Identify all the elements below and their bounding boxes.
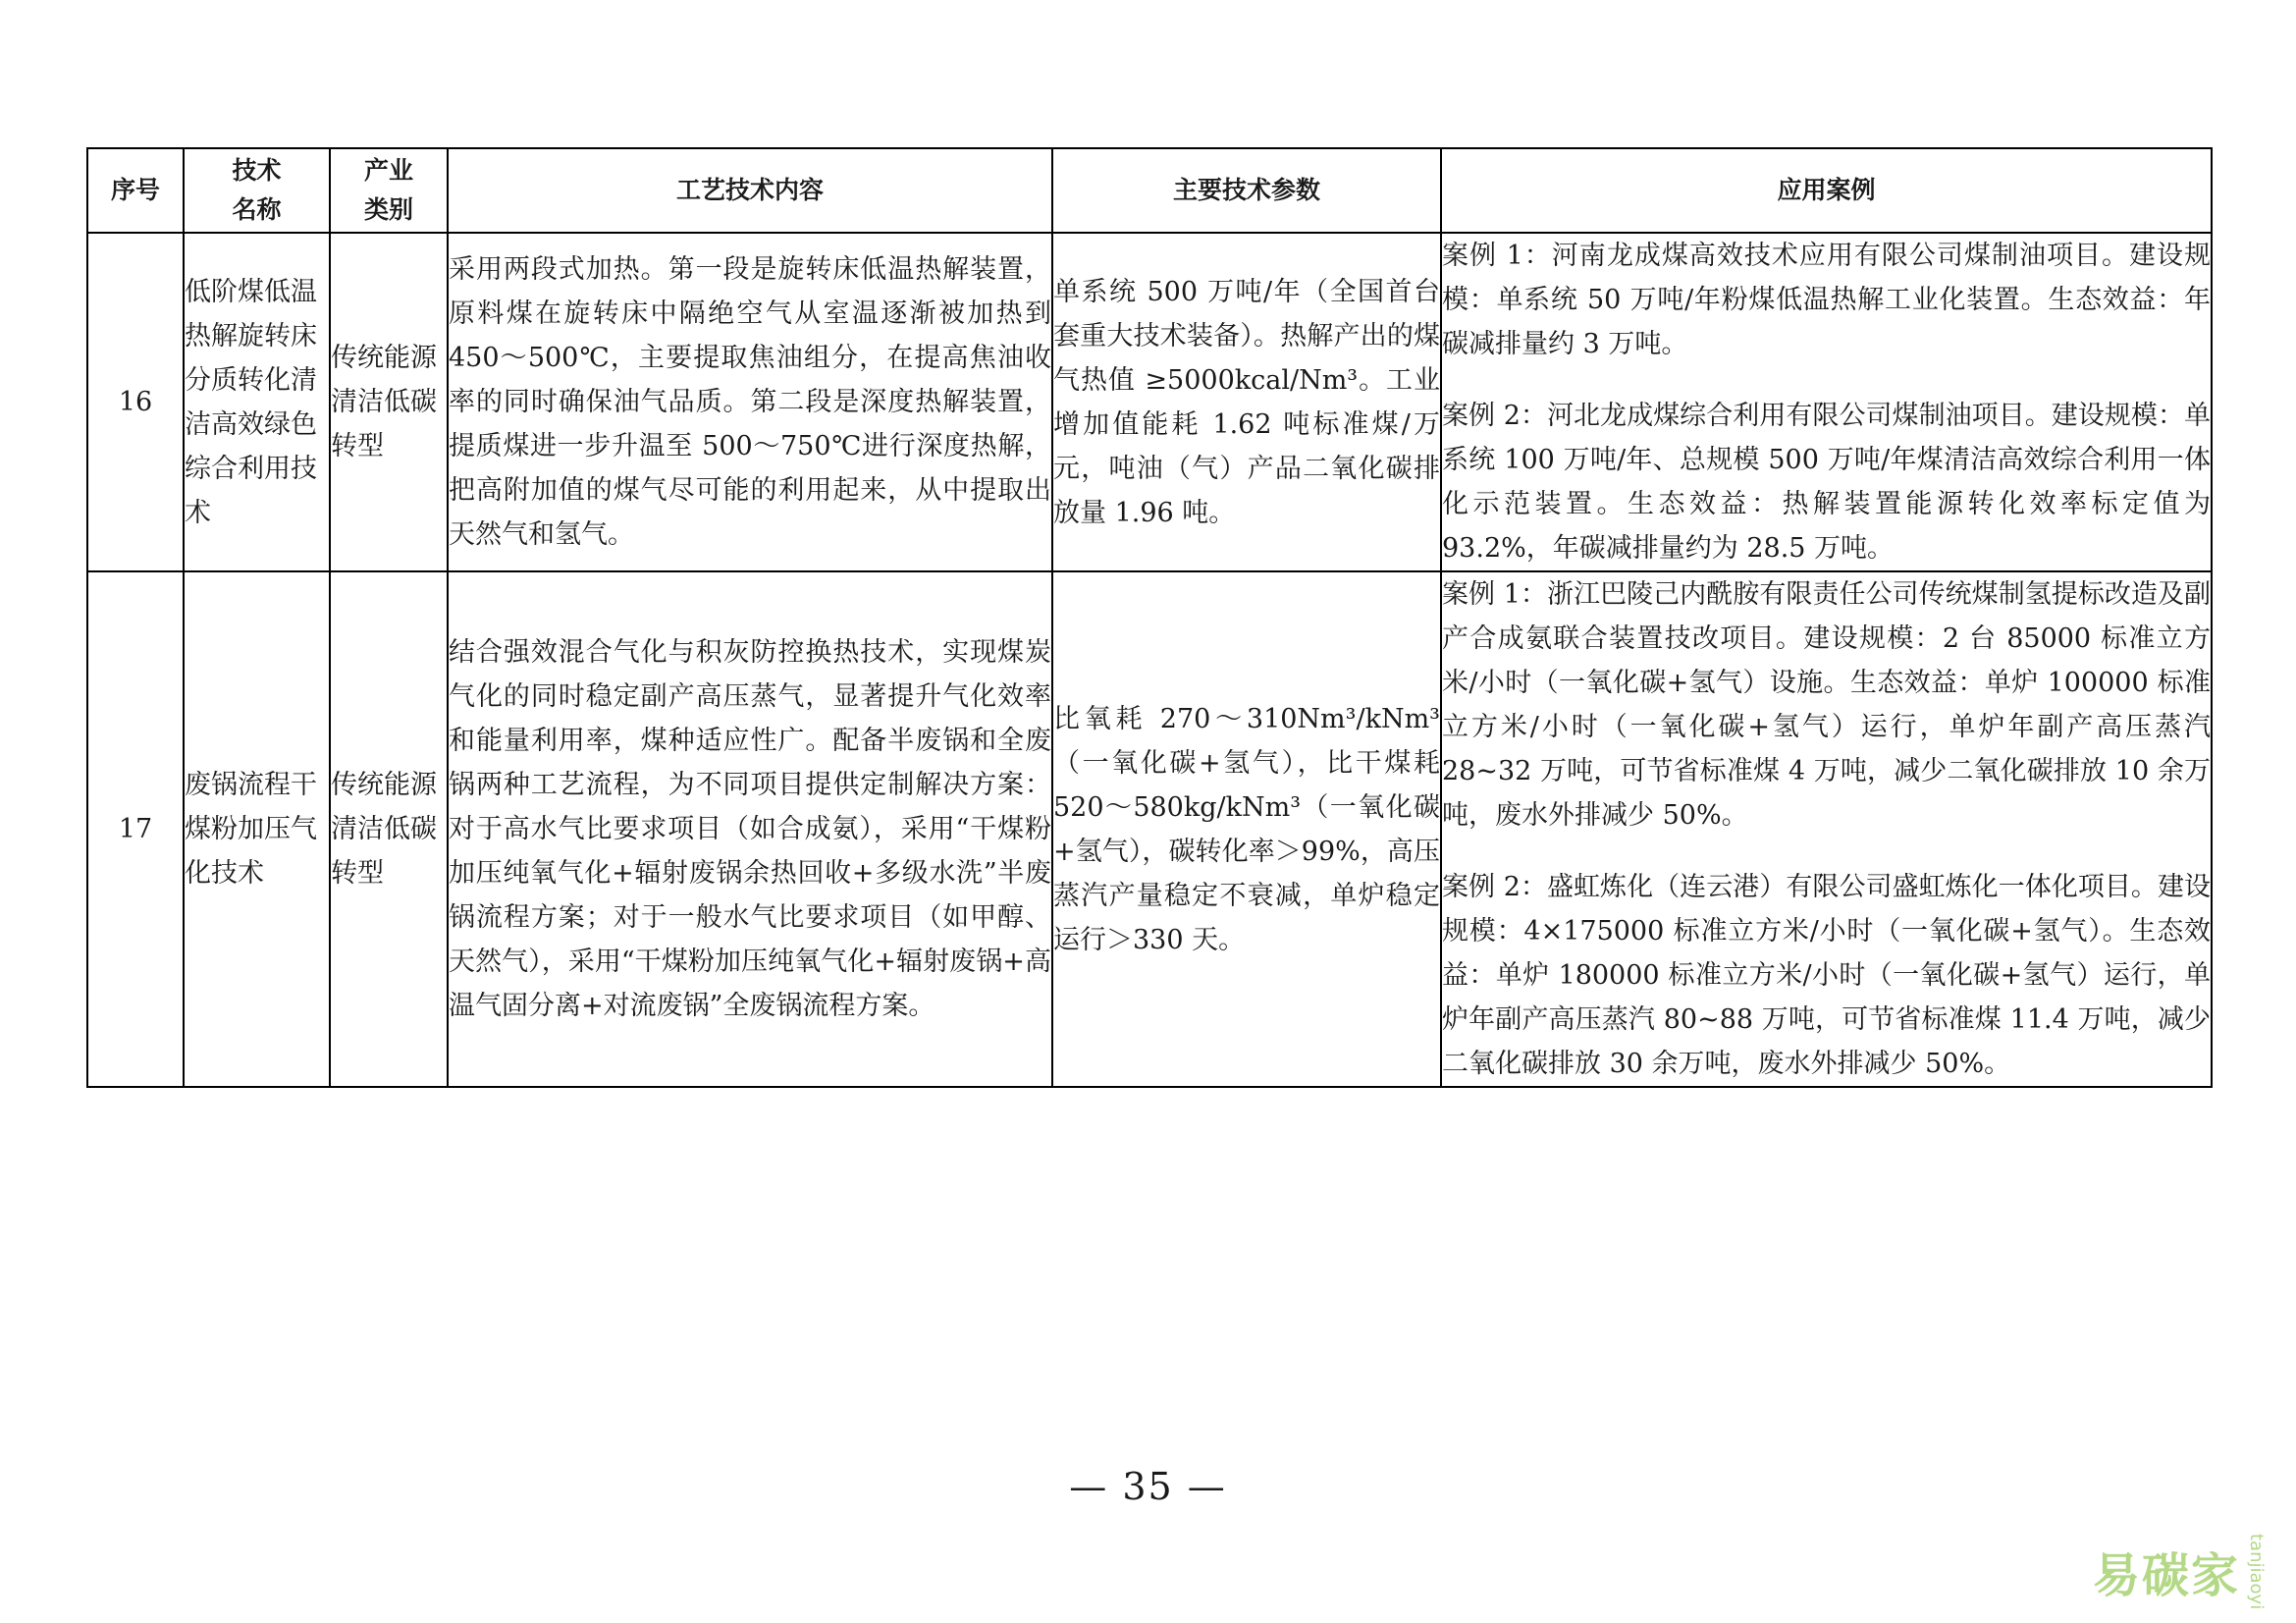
row-category: 传统能源清洁低碳转型	[330, 233, 448, 571]
row-params: 单系统 500 万吨/年（全国首台套重大技术装备）。热解产出的煤气热值 ≥5000kcal/Nm³。工业增加值能耗 1.62 吨标准煤/万元，吨油（气）产品二氧化碳排放量 1.96 吨。	[1052, 233, 1441, 571]
case-1: 案例 1：河南龙成煤高效技术应用有限公司煤制油项目。建设规模：单系统 50 万吨/年粉煤低温热解工业化装置。生态效益：年碳减排量约 3 万吨。	[1442, 241, 2211, 359]
row-cases	[1441, 233, 2212, 571]
header-tech-name: 技术 名称	[184, 148, 330, 233]
technology-table	[86, 147, 2213, 1088]
table-header-row	[87, 148, 2212, 233]
watermark-brand: 易碳家	[2092, 1547, 2240, 1603]
row-process: 采用两段式加热。第一段是旋转床低温热解装置，原料煤在旋转床中隔绝空气从室温逐渐被加热到 450～500℃，主要提取焦油组分，在提高焦油收率的同时确保油气品质。第二段是深度热解装置，提质煤进一步升温至 500～750℃进行深度热解，把高附加值的煤气尽可能的利用起来，从中提取出天然气和氢气。	[448, 233, 1052, 571]
table-row	[87, 233, 2212, 571]
row-params: 比氧耗 270～310Nm³/kNm³（一氧化碳+氢气），比干煤耗 520～580kg/kNm³（一氧化碳+氢气），碳转化率＞99%，高压蒸汽产量稳定不衰减，单炉稳定运行＞330 天。	[1052, 571, 1441, 1087]
row-process: 结合强效混合气化与积灰防控换热技术，实现煤炭气化的同时稳定副产高压蒸气，显著提升气化效率和能量利用率，煤种适应性广。配备半废锅和全废锅两种工艺流程，为不同项目提供定制解决方案：对于高水气比要求项目（如合成氨），采用“干煤粉加压纯氧气化+辐射废锅余热回收+多级水洗”半废锅流程方案；对于一般水气比要求项目（如甲醇、天然气），采用“干煤粉加压纯氧气化+辐射废锅+高温气固分离+对流废锅”全废锅流程方案。	[448, 571, 1052, 1087]
header-application-cases: 应用案例	[1441, 148, 2212, 233]
header-industry-category: 产业 类别	[330, 148, 448, 233]
row-tech-name: 废锅流程干煤粉加压气化技术	[184, 571, 330, 1087]
page-number: — 35 —	[1069, 1465, 1227, 1508]
row-cases	[1441, 571, 2212, 1087]
case-2: 案例 2：河北龙成煤综合利用有限公司煤制油项目。建设规模：单系统 100 万吨/年、总规模 500 万吨/年煤清洁高效综合利用一体化示范装置。生态效益：热解装置能源转化效率标定值为 93.2%，年碳减排量约为 28.5 万吨。	[1442, 401, 2211, 564]
row-tech-name: 低阶煤低温热解旋转床分质转化清洁高效绿色综合利用技术	[184, 233, 330, 571]
header-process-content: 工艺技术内容	[448, 148, 1052, 233]
case-2: 案例 2：盛虹炼化（连云港）有限公司盛虹炼化一体化项目。建设规模：4×175000 标准立方米/小时（一氧化碳+氢气）。生态效益：单炉 180000 标准立方米/小时（一氧化碳+氢气）运行，单炉年副产高压蒸汽 80~88 万吨，可节省标准煤 11.4 万吨，减少二氧化碳排放 30 余万吨，废水外排减少 50%。	[1442, 872, 2211, 1079]
row-category: 传统能源清洁低碳转型	[330, 571, 448, 1087]
header-serial: 序号	[87, 148, 184, 233]
watermark-url: tanjiaoyi	[2246, 1533, 2267, 1609]
case-1: 案例 1：浙江巴陵己内酰胺有限责任公司传统煤制氢提标改造及副产合成氨联合装置技改项目。建设规模：2 台 85000 标准立方米/小时（一氧化碳+氢气）设施。生态效益：单炉 100000 标准立方米/小时（一氧化碳+氢气）运行，单炉年副产高压蒸汽 28~32 万吨，可节省标准煤 4 万吨，减少二氧化碳排放 10 余万吨，废水外排减少 50%。	[1442, 579, 2211, 831]
header-main-params: 主要技术参数	[1052, 148, 1441, 233]
row-serial: 16	[87, 233, 184, 571]
table-row	[87, 571, 2212, 1087]
watermark-logo	[2093, 1534, 2267, 1609]
row-serial: 17	[87, 571, 184, 1087]
